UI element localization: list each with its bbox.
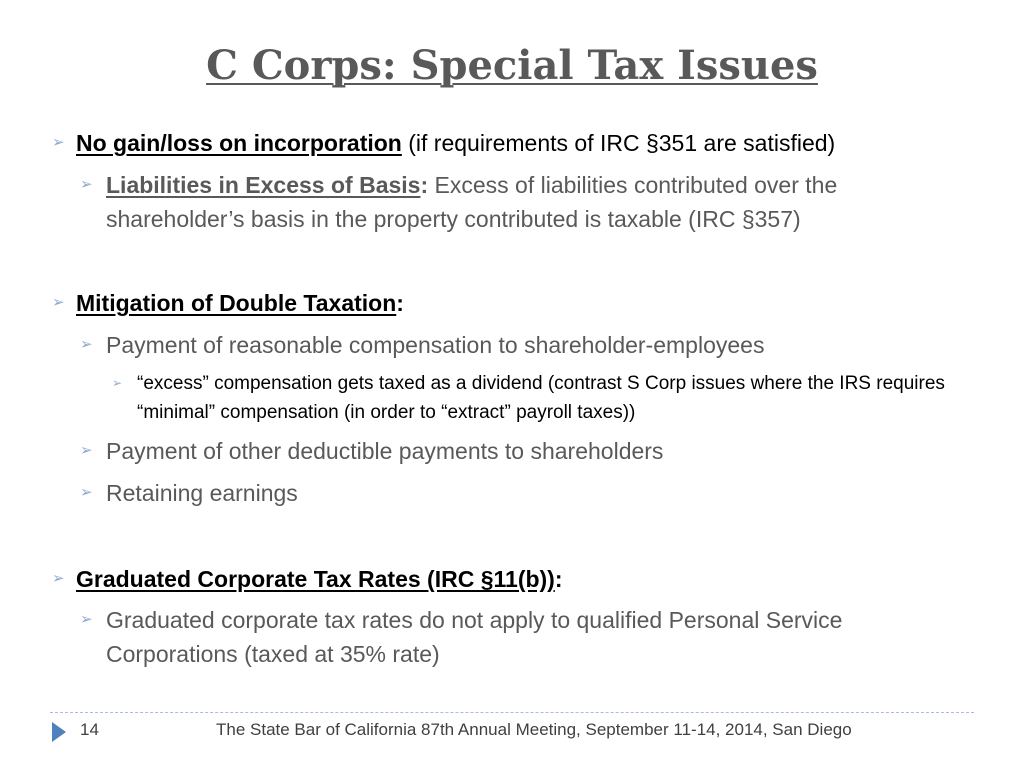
bullet-personal-service-corporations <box>80 603 970 671</box>
bullet-arrow-icon: ➢ <box>52 570 65 587</box>
bullet-arrow-icon: ➢ <box>112 376 123 390</box>
bullet-liabilities-excess-basis <box>80 168 970 236</box>
bullet-detail: Retaining earnings <box>106 480 298 506</box>
bullet-detail: Excess of liabilities contributed over the shareholder’s basis in the property contributed is taxable (IRC §357) <box>106 172 838 232</box>
footer-caption: The State Bar of California 87th Annual Meeting, September 11-14, 2014, San Diego <box>216 720 852 739</box>
bullet-detail: Payment of other deductible payments to shareholders <box>106 438 664 464</box>
bullet-arrow-icon: ➢ <box>80 176 93 193</box>
bullet-heading: Liabilities in Excess of Basis <box>106 172 421 198</box>
bullet-arrow-icon: ➢ <box>80 442 93 459</box>
bullet-heading: No gain/loss on incorporation <box>76 130 402 156</box>
bullet-arrow-icon: ➢ <box>80 336 93 353</box>
bullet-detail: “excess” compensation gets taxed as a dividend (contrast S Corp issues where the IRS requires “minimal” compensation (in order to “extract” payroll taxes)) <box>137 373 945 423</box>
bullet-text <box>76 562 563 596</box>
bullet-detail: Payment of reasonable compensation to shareholder-employees <box>106 332 765 358</box>
bullet-colon: : <box>396 290 404 316</box>
bullet-heading: Mitigation of Double Taxation <box>76 290 397 316</box>
bullet-graduated-tax-rates <box>52 562 972 596</box>
bullet-colon: : <box>554 566 563 592</box>
bullet-colon: : <box>420 172 429 198</box>
bullet-arrow-icon: ➢ <box>52 134 65 151</box>
bullet-excess-compensation <box>112 369 972 427</box>
bullet-text <box>76 286 404 320</box>
bullet-heading: Graduated Corporate Tax Rates (IRC §11(b)) <box>76 566 555 592</box>
bullet-arrow-icon: ➢ <box>80 484 93 501</box>
bullet-reasonable-compensation <box>80 328 970 362</box>
bullet-no-gain-loss <box>52 126 972 160</box>
page-number: 14 <box>80 720 99 739</box>
bullet-text <box>76 126 835 160</box>
slide-title-text: C Corps: Special Tax Issues <box>206 42 818 89</box>
bullet-detail: (if requirements of IRC §351 are satisfied) <box>401 130 836 156</box>
footer-triangle-icon <box>52 722 66 742</box>
bullet-other-deductible-payments <box>80 434 970 468</box>
footer-divider <box>50 712 974 713</box>
bullet-detail: Graduated corporate tax rates do not apply to qualified Personal Service Corporations (taxed at 35% rate) <box>106 607 843 667</box>
bullet-arrow-icon: ➢ <box>52 294 65 311</box>
bullet-text <box>106 168 970 236</box>
bullet-retaining-earnings <box>80 476 970 510</box>
bullet-arrow-icon: ➢ <box>80 611 93 628</box>
bullet-mitigation-double-taxation <box>52 286 972 320</box>
